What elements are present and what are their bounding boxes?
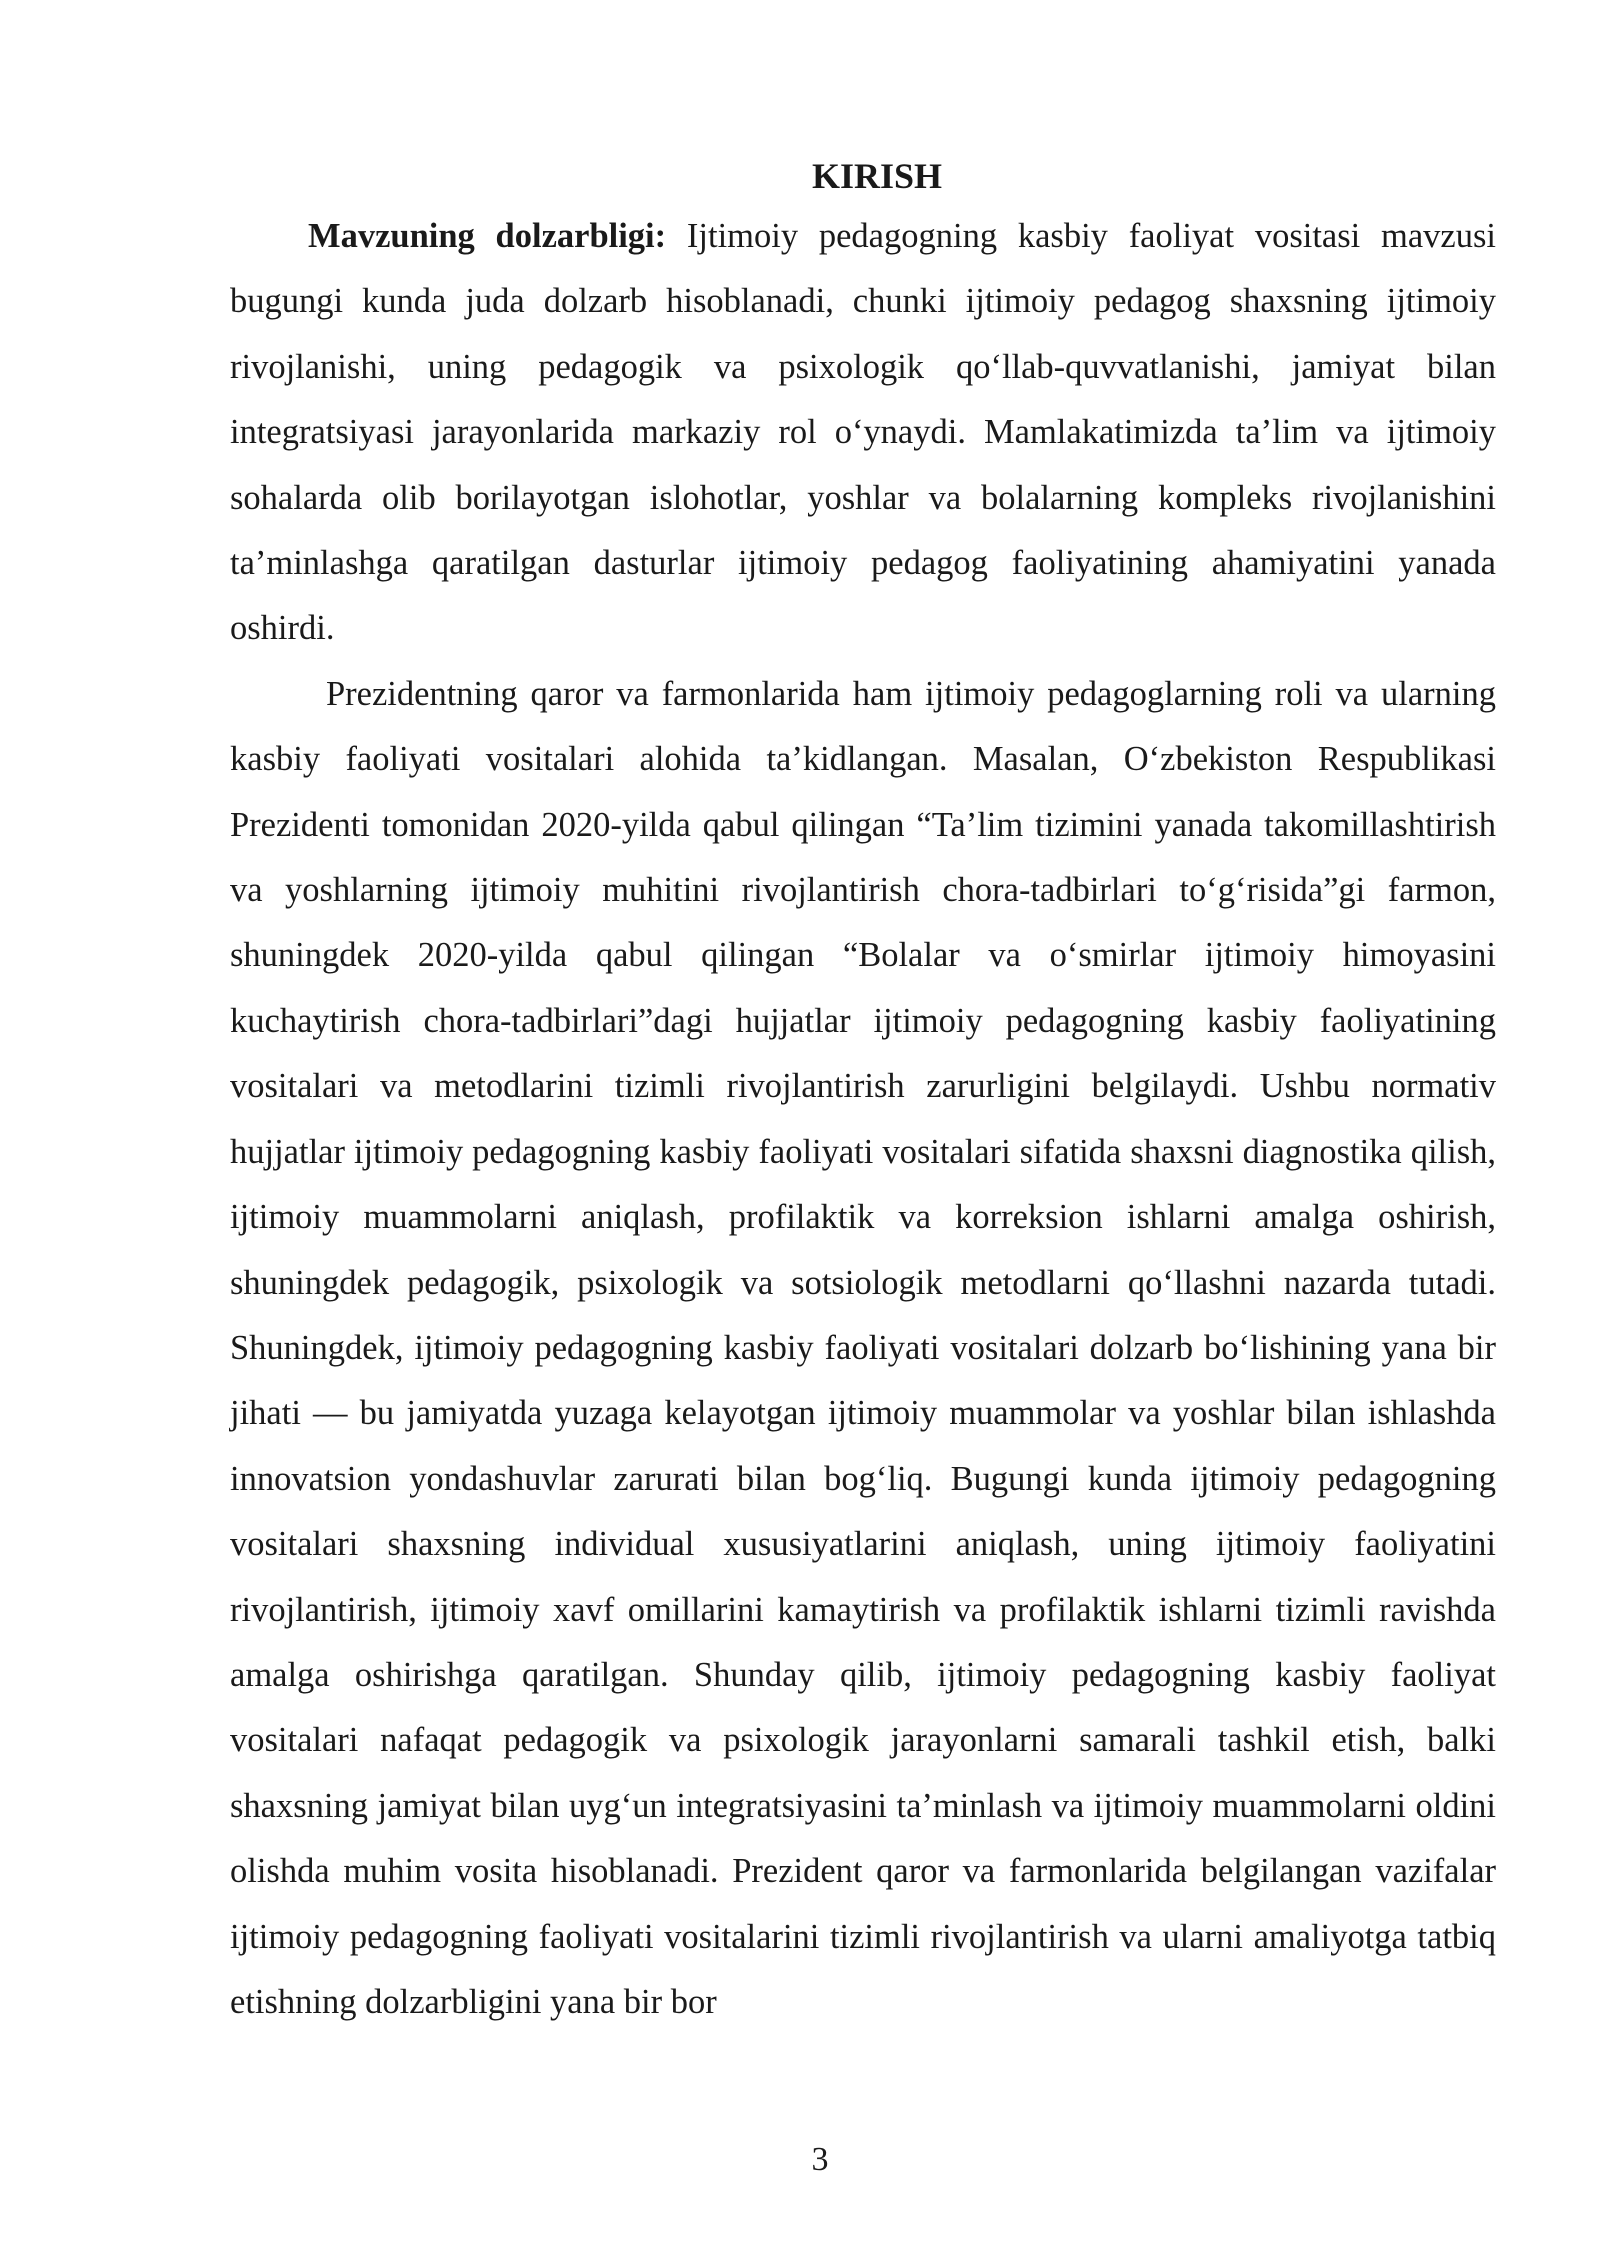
- paragraph-lead-label: Mavzuning dolzarbligi:: [308, 217, 667, 255]
- paragraph-relevance-text: Ijtimoiy pedagogning kasbiy faoliyat vositasi mavzusi bugungi kunda juda dolzarb hisoblanadi, chunki ijtimoiy pedagog shaxsning ijtimoiy rivojlanishi, uning pedagogik va psixologik qo‘llab-quvvatlanishi, jamiyat bilan integratsiyasi jarayonlarida markaziy rol o‘ynaydi. Mamlakatimizda ta’lim va ijtimoiy sohalarda olib borilayotgan islohotlar, yoshlar va bolalarning kompleks rivojlanishini ta’minlashga qaratilgan dasturlar ijtimoiy pedagog faoliyatining ahamiyatini yanada oshirdi.: [230, 217, 1496, 648]
- paragraph-presidential-decrees: Prezidentning qaror va farmonlarida ham ijtimoiy pedagoglarning roli va ularning kasbiy faoliyati vositalari alohida ta’kidlangan. Masalan, O‘zbekiston Respublikasi Prezidenti tomonidan 2020-yilda qabul qilingan “Ta’lim tizimini yanada takomillashtirish va yoshlarning ijtimoiy muhitini rivojlantirish chora-tadbirlari to‘g‘risida”gi farmon, shuningdek 2020-yilda qabul qilingan “Bolalar va o‘smirlar ijtimoiy himoyasini kuchaytirish chora-tadbirlari”dagi hujjatlar ijtimoiy pedagogning kasbiy faoliyatining vositalari va metodlarini tizimli rivojlantirish zarurligini belgilaydi. Ushbu normativ hujjatlar ijtimoiy pedagogning kasbiy faoliyati vositalari sifatida shaxsni diagnostika qilish, ijtimoiy muammolarni aniqlash, profilaktik va korreksion ishlarni amalga oshirish, shuningdek pedagogik, psixologik va sotsiologik metodlarni qo‘llashni nazarda tutadi. Shuningdek, ijtimoiy pedagogning kasbiy faoliyati vositalari dolzarb bo‘lishining yana bir jihati — bu jamiyatda yuzaga kelayotgan ijtimoiy muammolar va yoshlar bilan ishlashda innovatsion yondashuvlar zarurati bilan bog‘liq. Bugungi kunda ijtimoiy pedagogning vositalari shaxsning individual xususiyatlarini aniqlash, uning ijtimoiy faoliyatini rivojlantirish, ijtimoiy xavf omillarini kamaytirish va profilaktik ishlarni tizimli ravishda amalga oshirishga qaratilgan. Shunday qilib, ijtimoiy pedagogning kasbiy faoliyat vositalari nafaqat pedagogik va psixologik jarayonlarni samarali tashkil etish, balki shaxsning jamiyat bilan uyg‘un integratsiyasini ta’minlash va ijtimoiy muammolarni oldini olishda muhim vosita hisoblanadi. Prezident qaror va farmonlarida belgilangan vazifalar ijtimoiy pedagogning faoliyati vositalarini tizimli rivojlantirish va ularni amaliyotga tatbiq etishning dolzarbligini yana bir bor: [230, 674, 1496, 2021]
- paragraph-relevance: [230, 204, 1496, 662]
- document-page: [230, 148, 1496, 2035]
- page-number: 3: [811, 2141, 829, 2178]
- page-title: KIRISH: [811, 156, 943, 196]
